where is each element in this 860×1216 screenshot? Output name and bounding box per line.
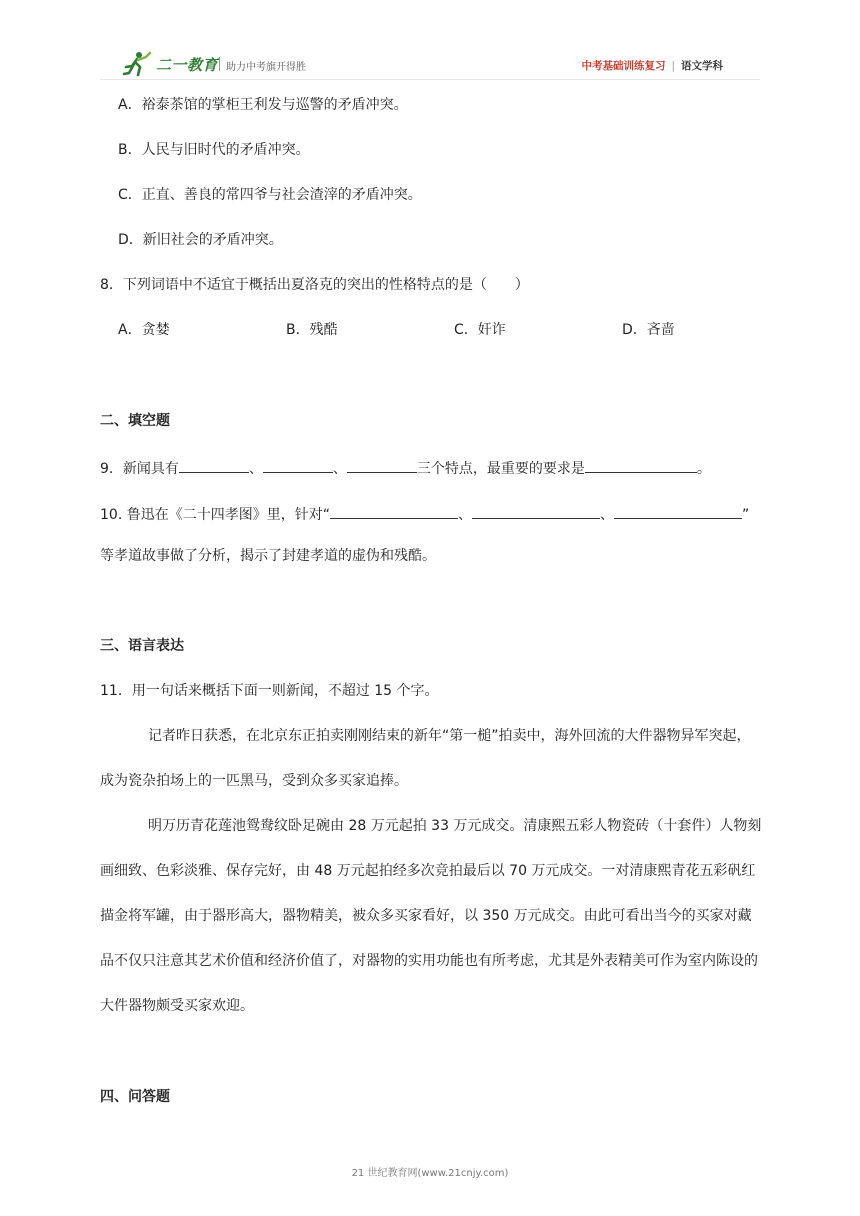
q9-mid: 三个特点，最重要的要求是: [416, 461, 585, 477]
q9-end: 。: [696, 461, 711, 477]
q8-option-d: D．吝啬: [622, 322, 675, 338]
q10-blank-1[interactable]: [330, 503, 458, 519]
q9-sep-2: 、: [332, 461, 347, 477]
q7-option-c: C．正直、善良的常四爷与社会渣滓的矛盾冲突。: [118, 187, 422, 203]
page-footer: 21 世纪教育网(www.21cnjy.com): [351, 1168, 509, 1179]
news-paragraph-1: [100, 714, 764, 804]
q10-sep-2: 、: [599, 507, 614, 523]
q7-option-b: B．人民与旧时代的矛盾冲突。: [118, 142, 310, 158]
q9: [100, 457, 711, 479]
q11-stem: 11．用一句话来概括下面一则新闻，不超过 15 个字。: [100, 683, 439, 699]
q9-blank-4[interactable]: [585, 457, 697, 473]
q8-stem: 8．下列词语中不适宜于概括出夏洛克的突出的性格特点的是（ ）: [100, 277, 529, 293]
q7-option-a: A．裕泰茶馆的掌柜王利发与巡警的矛盾冲突。: [118, 97, 408, 113]
q9-prefix: 9．新闻具有: [100, 461, 179, 477]
q10-sep-1: 、: [457, 507, 472, 523]
page-header: [0, 0, 860, 90]
q10-line-1: [100, 503, 749, 525]
q8-option-c: C．奸诈: [454, 322, 506, 338]
q9-blank-3[interactable]: [347, 457, 417, 473]
logo-text: 二一教育: [156, 56, 219, 74]
header-rule: [100, 79, 760, 80]
q9-blank-1[interactable]: [179, 457, 249, 473]
runner-logo-icon: [122, 51, 152, 77]
header-separator: |: [671, 60, 675, 72]
subject-title: 语文学科: [681, 60, 723, 72]
q7-option-d: D．新旧社会的矛盾冲突。: [118, 232, 283, 248]
q8-option-b: B．残酷: [286, 322, 338, 338]
q8-option-a: A．贪婪: [118, 322, 170, 338]
q10-close-quote: ”: [741, 507, 750, 523]
q10-blank-3[interactable]: [614, 503, 742, 519]
news-paragraph-1-text: 记者昨日获悉，在北京东正拍卖刚刚结束的新年“第一槌”拍卖中，海外回流的大件器物异军突起，成为瓷杂拍场上的一匹黑马，受到众多买家追捧。: [100, 728, 751, 789]
q10-line-2: 等孝道故事做了分析，揭示了封建孝道的虚伪和残酷。: [100, 548, 436, 564]
section-2-heading: 二、填空题: [100, 413, 170, 429]
series-title: 中考基础训练复习: [581, 60, 666, 72]
section-3-heading: 三、语言表达: [100, 638, 184, 654]
section-4-heading: 四、问答题: [100, 1089, 170, 1105]
q9-blank-2[interactable]: [263, 457, 333, 473]
header-slogan: 助力中考旗开得胜: [226, 62, 306, 73]
q9-sep-1: 、: [248, 461, 263, 477]
news-paragraph-2: [100, 804, 764, 1029]
logo-divider: [219, 57, 220, 71]
q10-blank-2[interactable]: [472, 503, 600, 519]
q10-prefix: 10. 鲁迅在《二十四孝图》里，针对“: [100, 507, 330, 523]
news-paragraph-2-text: 明万历青花莲池鸳鸯纹卧足碗由 28 万元起拍 33 万元成交。清康熙五彩人物瓷砖（十套件）人物刻画细致、色彩淡雅、保存完好，由 48 万元起拍经多次竞拍最后以 70 万元成交。一对清康熙青花五彩矾红描金将军罐，由于器形高大，器物精美，被众多买家看好，以 350 万元成交。由此可看出当今的买家对藏品不仅只注意其艺术价值和经济价值了，对器物的实用功能也有所考虑，尤其是外表精美可作为室内陈设的大件器物颇受买家欢迎。: [100, 818, 762, 1014]
header-right: [581, 58, 723, 73]
